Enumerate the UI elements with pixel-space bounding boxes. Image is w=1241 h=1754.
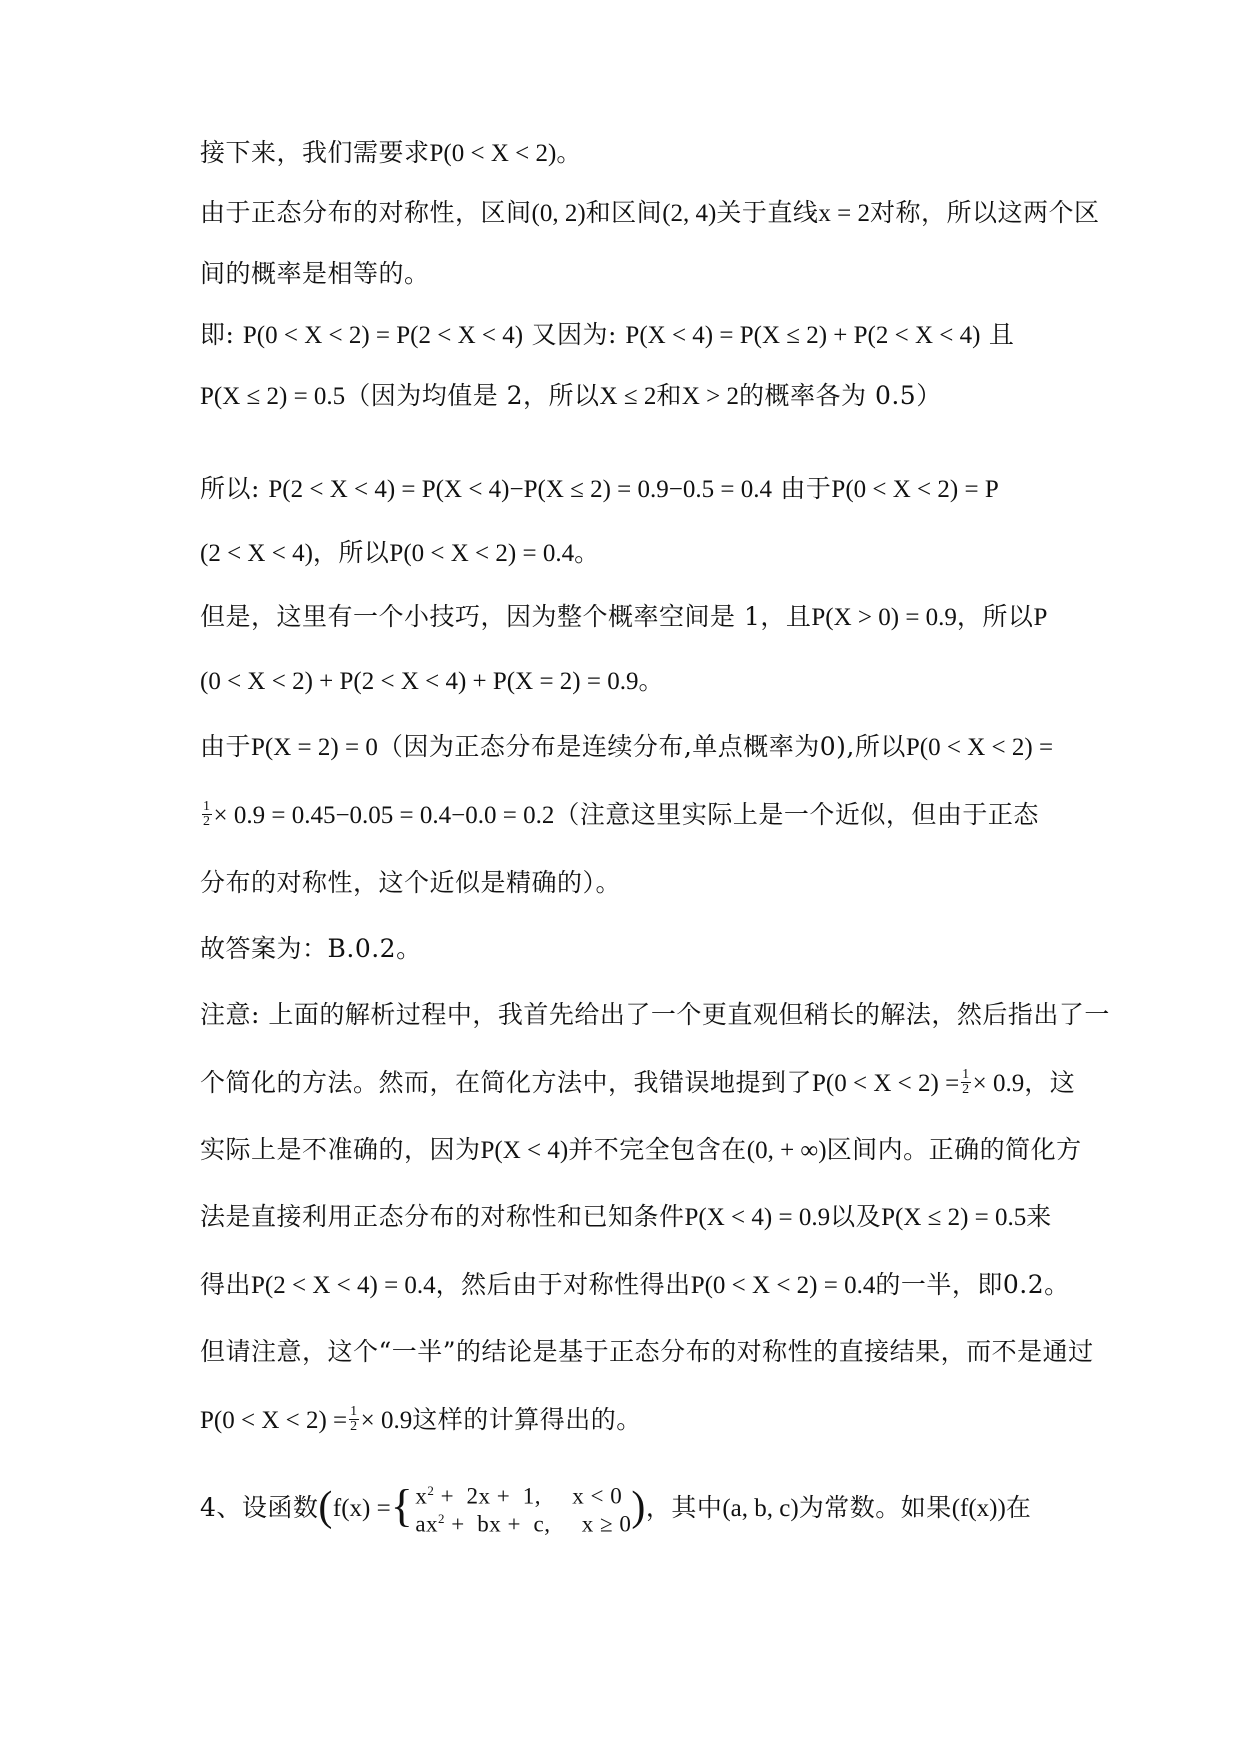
text-span: 和 bbox=[656, 381, 682, 410]
case-expression: x bbox=[415, 1483, 428, 1509]
math-expression: f(x) = bbox=[332, 1495, 391, 1523]
math-expression: × 0.9 = 0.45−0.05 = 0.4−0.0 = 0.2 bbox=[213, 802, 555, 829]
text-line bbox=[200, 1066, 1075, 1101]
text-span: 即: bbox=[200, 320, 243, 349]
case-expression: + bx + c, bbox=[445, 1511, 551, 1537]
text-span: ，所以 bbox=[312, 538, 390, 567]
math-expression: X > 2 bbox=[681, 383, 739, 410]
text-line bbox=[200, 600, 1047, 635]
text-line bbox=[200, 318, 1014, 353]
text-line bbox=[200, 932, 422, 966]
left-brace: { bbox=[390, 1479, 414, 1531]
math-expression: x = 2 bbox=[818, 200, 870, 227]
text-span: （因为均值是 2，所以 bbox=[345, 381, 600, 410]
text-span: 分布的对称性，这个近似是精确的）。 bbox=[200, 868, 622, 897]
math-expression: P(X ≤ 2) = 0.5 bbox=[881, 1204, 1027, 1231]
math-expression: P(0 < X < 2) = 0.4 bbox=[690, 1272, 876, 1299]
text-span: 在 bbox=[1005, 1493, 1032, 1523]
math-expression: P(0 < X < 2) = P(2 < X < 4) bbox=[242, 322, 524, 349]
text-span: 由于 bbox=[771, 474, 832, 503]
case-expression: + 2x + 1, bbox=[434, 1483, 542, 1509]
fraction-denominator: 2 bbox=[350, 1419, 358, 1434]
math-expression: (f(x)) bbox=[951, 1495, 1006, 1523]
math-expression: P(X ≤ 2) = 0.5 bbox=[200, 383, 346, 410]
text-span: （因为正态分布是连续分布,单点概率为0),所以 bbox=[377, 732, 906, 761]
text-line bbox=[200, 472, 999, 507]
math-expression: P(2 < X < 4) = P(X < 4)−P(X ≤ 2) = 0.9−0.5 = 0.4 bbox=[268, 476, 772, 503]
text-line bbox=[200, 1133, 1082, 1168]
math-expression: × 0.9 bbox=[360, 1407, 413, 1434]
math-expression: (2, 4) bbox=[662, 200, 717, 227]
exponent: 2 bbox=[438, 1510, 446, 1526]
math-expression: (0, + ∞) bbox=[746, 1137, 827, 1164]
math-expression: P(X < 4) = 0.9 bbox=[684, 1204, 831, 1231]
text-span: 又因为: bbox=[523, 320, 626, 349]
math-expression: × 0.9 bbox=[972, 1070, 1025, 1097]
math-expression: (2 < X < 4) bbox=[200, 540, 313, 567]
text-line bbox=[200, 1479, 1032, 1537]
text-span: ，其中 bbox=[645, 1493, 723, 1523]
text-span: 4、设函数 bbox=[200, 1493, 319, 1523]
math-expression: (0 < X < 2) + P(2 < X < 4) + P(X = 2) = 0.9 bbox=[200, 668, 639, 695]
text-span: 接下来，我们需要求 bbox=[200, 138, 430, 167]
fraction-numerator: 1 bbox=[203, 799, 211, 814]
math-expression: X ≤ 2 bbox=[599, 383, 657, 410]
text-span: 所以: bbox=[200, 474, 269, 503]
fraction-denominator: 2 bbox=[203, 814, 211, 829]
fraction-numerator: 1 bbox=[350, 1404, 358, 1419]
fraction-numerator: 1 bbox=[962, 1067, 970, 1082]
text-line bbox=[200, 379, 942, 414]
text-span: 。 bbox=[574, 538, 600, 567]
math-expression: P(0 < X < 2) = bbox=[200, 1407, 348, 1434]
text-span: 得出 bbox=[200, 1270, 252, 1299]
text-line bbox=[200, 136, 582, 171]
case-row bbox=[415, 1480, 631, 1508]
text-line bbox=[200, 798, 1039, 833]
text-span: ，所以 bbox=[956, 602, 1034, 631]
text-span: 来 bbox=[1026, 1202, 1052, 1231]
text-span: 但请注意，这个“一半”的结论是基于正态分布的对称性的直接结果，而不是通过 bbox=[200, 1337, 1094, 1366]
text-span: 间的概率是相等的。 bbox=[200, 259, 430, 288]
text-span: ，然后由于对称性得出 bbox=[435, 1270, 691, 1299]
math-expression: P(0 < X < 2) = P bbox=[831, 476, 999, 503]
text-line bbox=[200, 866, 621, 900]
text-span: 但是，这里有一个小技巧，因为整个概率空间是 1，且 bbox=[200, 602, 812, 631]
case-expression: ax bbox=[415, 1511, 439, 1537]
text-span: 由于 bbox=[200, 732, 252, 761]
text-span: 实际上是不准确的，因为 bbox=[200, 1135, 481, 1164]
math-expression: (a, b, c) bbox=[722, 1495, 799, 1523]
text-span: 对称，所以这两个区 bbox=[869, 198, 1100, 227]
case-condition: x ≥ 0 bbox=[581, 1511, 632, 1537]
math-expression: (0, 2) bbox=[531, 200, 586, 227]
text-line bbox=[200, 730, 1053, 765]
text-span: ，这 bbox=[1024, 1068, 1076, 1097]
text-span: 并不完全包含在 bbox=[568, 1135, 747, 1164]
text-span: 故答案为：B.0.2。 bbox=[200, 934, 422, 963]
text-span: 这样的计算得出的。 bbox=[412, 1405, 642, 1434]
text-line bbox=[200, 664, 664, 699]
text-span: 为常数。如果 bbox=[798, 1493, 952, 1523]
right-paren: ) bbox=[631, 1483, 646, 1530]
text-span: 由于正态分布的对称性，区间 bbox=[200, 198, 532, 227]
fraction bbox=[961, 1068, 971, 1097]
text-span: 法是直接利用正态分布的对称性和已知条件 bbox=[200, 1202, 685, 1231]
piecewise-cases bbox=[415, 1480, 631, 1535]
math-expression: P(0 < X < 2) = bbox=[812, 1070, 960, 1097]
text-line bbox=[200, 1335, 1094, 1369]
text-span: 的一半，即0.2。 bbox=[875, 1270, 1070, 1299]
text-line bbox=[200, 536, 600, 571]
exponent: 2 bbox=[427, 1483, 435, 1498]
math-expression: P(2 < X < 4) = 0.4 bbox=[251, 1272, 436, 1299]
text-line bbox=[200, 1403, 642, 1438]
text-line bbox=[200, 1200, 1052, 1235]
math-expression: P bbox=[1033, 604, 1048, 631]
math-expression: P(0 < X < 2) = bbox=[905, 734, 1054, 761]
math-expression: P(0 < X < 2) = 0.4 bbox=[389, 540, 575, 567]
text-span: 以及 bbox=[830, 1202, 882, 1231]
text-span: 关于直线 bbox=[716, 198, 819, 227]
text-span: 和区间 bbox=[585, 198, 663, 227]
text-span: 注意: 上面的解析过程中，我首先给出了一个更直观但稍长的解法，然后指出了一 bbox=[200, 1000, 1110, 1029]
text-line bbox=[200, 1268, 1070, 1303]
text-span: 个简化的方法。然而，在简化方法中，我错误地提到了 bbox=[200, 1068, 813, 1097]
text-line bbox=[200, 257, 430, 291]
case-row bbox=[415, 1508, 631, 1536]
text-span: 的概率各为 0.5） bbox=[739, 381, 942, 410]
fraction bbox=[202, 800, 212, 829]
text-span: 且 bbox=[980, 320, 1015, 349]
fraction-denominator: 2 bbox=[962, 1082, 970, 1097]
case-condition: x < 0 bbox=[572, 1483, 623, 1509]
text-span: 区间内。正确的简化方 bbox=[826, 1135, 1082, 1164]
math-expression: P(X = 2) = 0 bbox=[251, 734, 378, 761]
text-line bbox=[200, 196, 1099, 231]
text-span: 。 bbox=[556, 138, 582, 167]
math-expression: P(0 < X < 2) bbox=[429, 140, 557, 167]
math-expression: P(X > 0) = 0.9 bbox=[811, 604, 957, 631]
math-expression: P(X < 4) = P(X ≤ 2) + P(2 < X < 4) bbox=[625, 322, 981, 349]
text-span: （注意这里实际上是一个近似，但由于正态 bbox=[554, 800, 1039, 829]
text-span: 。 bbox=[638, 666, 664, 695]
math-expression: P(X < 4) bbox=[480, 1137, 569, 1164]
left-paren: ( bbox=[318, 1483, 333, 1530]
text-line bbox=[200, 998, 1110, 1032]
fraction bbox=[349, 1405, 359, 1434]
